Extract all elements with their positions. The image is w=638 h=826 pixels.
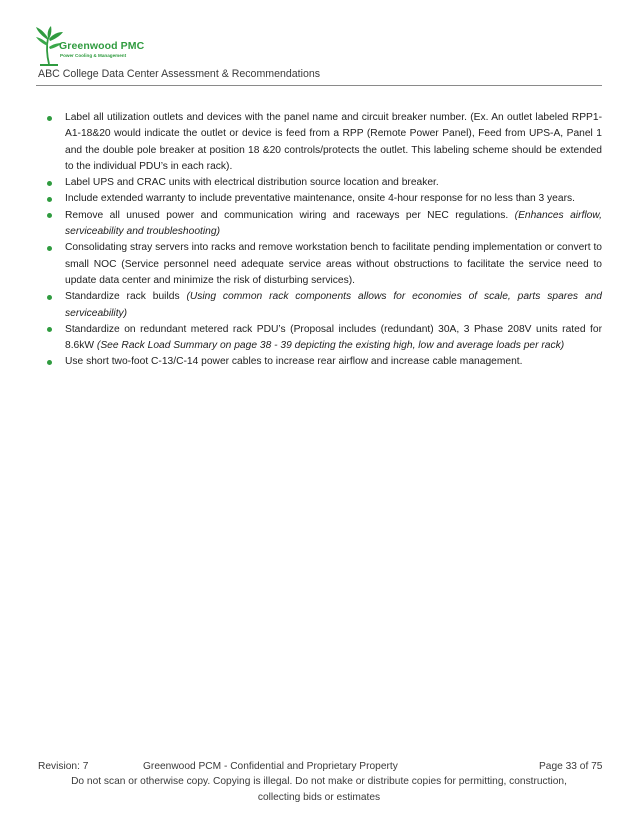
list-item — [46, 354, 602, 370]
bullet-text: Consolidating stray servers into racks and remove workstation bench to facilitate pending implementation or convert to small NOC (Service personnel need adequate service areas without obstructions to facilitate the service need to update data center and minimize the risk of disturbing services). — [65, 242, 602, 286]
bullet-text: Standardize rack builds — [65, 291, 180, 303]
bullet-text: Label all utilization outlets and devices with the panel name and circuit breaker number. (Ex. An outlet labeled RPP1-A1-18&20 would indicate the outlet or device is feed from a RPP (Remote Power Panel), Feed from UPS-A, Panel 1 and the double pole breaker at position 18 &20 controls/protects the outlet. This labeling scheme should be extended to the individual PDU’s in each rack). — [65, 112, 602, 172]
list-item — [46, 289, 602, 322]
bullet-icon — [47, 360, 52, 365]
footer-revision: Revision: 7 — [38, 761, 89, 772]
list-item — [46, 175, 602, 191]
company-logo — [34, 26, 174, 70]
bullet-note: (Enhances airflow, serviceability and troubleshooting) — [65, 209, 602, 238]
bullet-note: (See Rack Load Summary on page 38 - 39 depicting the existing high, low and average loads per rack) — [96, 340, 565, 352]
bullet-icon — [47, 116, 52, 121]
recommendation-list — [46, 110, 602, 371]
bullet-note: (Using common rack components allows for economies of scale, parts spares and serviceability) — [65, 291, 602, 319]
bullet-icon — [47, 246, 52, 251]
bullet-icon — [47, 295, 52, 300]
footer-copy-notice-continued: collecting bids or estimates — [257, 792, 381, 803]
list-item — [46, 191, 602, 207]
bullet-text: Include extended warranty to include preventative maintenance, onsite 4-hour response for no less than 3 years. — [65, 193, 575, 205]
list-item — [46, 240, 602, 289]
logo-name: Greenwood PMC — [59, 40, 145, 52]
list-item — [46, 322, 602, 355]
header-divider — [36, 85, 602, 86]
bullet-icon — [47, 181, 52, 186]
bullet-text: Standardize on redundant metered rack PDU’s (Proposal includes (redundant) 30A, 3 Phase 208V units rated for 8.6kW — [65, 323, 602, 352]
bullet-icon — [47, 197, 52, 202]
footer-copy-notice: Do not scan or otherwise copy. Copying is illegal. Do not make or distribute copies for permitting, construction, — [71, 776, 567, 787]
document-title: ABC College Data Center Assessment & Recommendations — [38, 68, 321, 80]
bullet-icon — [47, 213, 52, 218]
list-item — [46, 208, 602, 241]
logo-tagline: Power Cooling & Management — [60, 53, 127, 58]
bullet-text: Remove all unused power and communication wiring and raceways per NEC regulations. — [65, 209, 509, 221]
bullet-icon — [47, 327, 52, 332]
bullet-text: Label UPS and CRAC units with electrical distribution source location and breaker. — [65, 177, 439, 189]
bullet-text: Use short two-foot C-13/C-14 power cables to increase rear airflow and increase cable management. — [65, 356, 523, 368]
footer-confidentiality: Greenwood PCM - Confidential and Proprietary Property — [143, 761, 398, 772]
list-item — [46, 110, 602, 175]
footer-page-number: Page 33 of 75 — [539, 761, 603, 772]
